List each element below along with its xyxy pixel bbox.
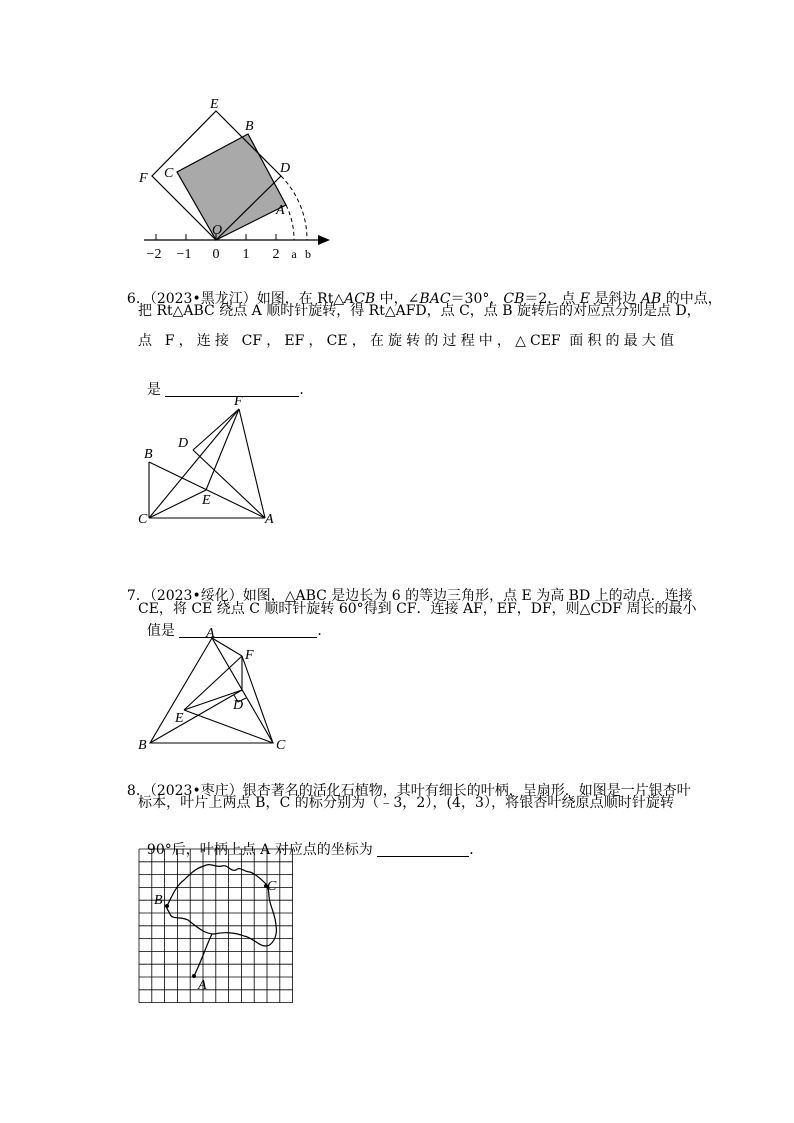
q6-number: 6．: [126, 291, 150, 307]
q8-line2: 标本，叶片上两点 B，C 的标分别为（﹣3，2），(4，3），将银杏叶绕原点顺时针旋转: [138, 795, 674, 811]
fig4-label-C: C: [267, 879, 277, 894]
fig2-label-F: F: [234, 394, 243, 409]
figure-rotating-squares: [138, 94, 338, 266]
q7-line2: CE，将 CE 绕点 C 顺时针旋转 60°得到 CF．连接 AF，EF，DF，则△CDF 周长的最小: [138, 601, 697, 617]
label-C: C: [164, 166, 174, 181]
point-B: [165, 904, 169, 908]
q8-answer-blank[interactable]: [377, 842, 469, 857]
tick-1: 1: [242, 247, 250, 262]
arc-a: [286, 205, 294, 240]
q8-line1: 8．（2023•枣庄）银杏著名的活化石植物，其叶有细长的叶柄，呈扇形．如图是一片银杏叶: [126, 783, 691, 799]
label-O: O: [212, 223, 223, 238]
q7-line1: 7．（2023•绥化）如图，△ABC 是边长为 6 的等边三角形，点 E 为高 BD 上的动点．连接: [126, 588, 693, 604]
label-F: F: [139, 171, 148, 186]
q7-number: 7．: [126, 588, 150, 604]
label-B: B: [245, 119, 254, 134]
tick-neg1: −1: [176, 247, 192, 262]
ginkgo-leaf: [167, 865, 277, 946]
fig2-label-B: B: [144, 447, 153, 462]
arc-b: [281, 176, 307, 240]
q8-line3: 90°后，叶柄上点 A 对应点的坐标为 ．: [146, 842, 484, 858]
label-D: D: [280, 161, 291, 176]
figure-ginkgo-grid: [136, 846, 298, 1008]
fig3-label-A: A: [206, 626, 215, 641]
fig2-label-A: A: [265, 512, 274, 527]
grid: [139, 849, 293, 1003]
fig3-label-E: E: [175, 711, 184, 726]
label-E: E: [210, 97, 219, 112]
fig2-label-D: D: [178, 436, 189, 451]
figure-q7: [136, 625, 292, 753]
fig3-label-F: F: [245, 648, 254, 663]
fig4-label-B: B: [154, 893, 163, 908]
q6-line1: 6．（2023•黑龙江）如图，在 Rt△ACB 中，∠BAC＝30°，CB＝2，点 E 是斜边 AB 的中点，: [126, 291, 722, 307]
tick-a: a: [291, 247, 297, 261]
tick-b: b: [305, 247, 311, 261]
fig2-label-E: E: [202, 493, 211, 508]
number-line-arrow: [318, 235, 330, 245]
q6-line2: 把 Rt△ABC 绕点 A 顺时针旋转，得 Rt△AFD，点 C，点 B 旋转后的对应点分别是点 D，: [138, 303, 701, 319]
q6-source: （2023•黑龙江）: [149, 291, 257, 307]
point-A: [192, 974, 196, 978]
fig3-label-C: C: [276, 738, 286, 753]
q6-line4: 是 ．: [146, 382, 314, 398]
fig3-label-D: D: [233, 698, 244, 713]
tick-neg2: −2: [146, 247, 162, 262]
q6-line3: 点 F，连接 CF，EF，CE，在旋转的过程中，△CEF 面积的最大值: [138, 333, 674, 349]
tick-2: 2: [272, 247, 280, 262]
fig3-label-B: B: [138, 738, 147, 753]
label-A: A: [276, 203, 285, 218]
figure-q6: [136, 392, 284, 528]
tick-0: 0: [212, 247, 220, 262]
q7-line3-row-visible: 值是 ．: [146, 623, 332, 639]
fig4-label-A: A: [198, 978, 207, 993]
q8-number: 8．: [126, 783, 150, 799]
fig2-label-C: C: [138, 512, 148, 527]
